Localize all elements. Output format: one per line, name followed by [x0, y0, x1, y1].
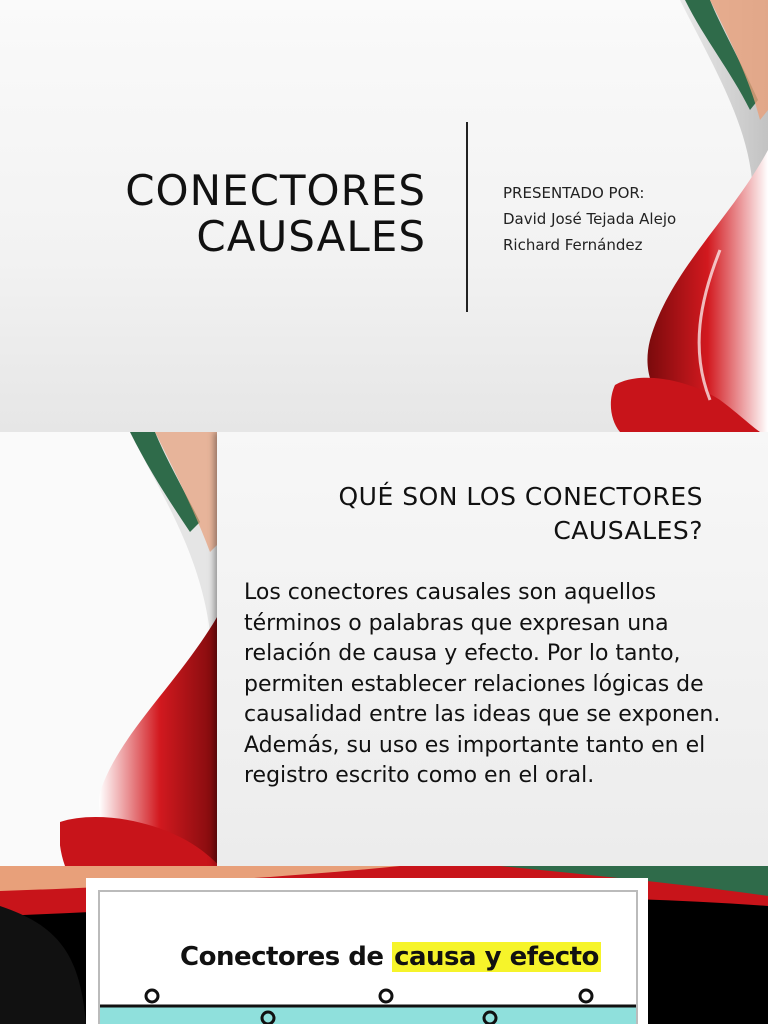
- content-panel: [217, 432, 768, 866]
- card-frame: [98, 890, 638, 1024]
- card-title: [180, 942, 601, 972]
- section-heading: [338, 480, 703, 548]
- presentation-title: [125, 168, 426, 260]
- heading-line-1: QUÉ SON LOS CONECTORES: [338, 482, 703, 511]
- title-line-2: CAUSALES: [196, 212, 426, 261]
- slide-cause-effect: [0, 866, 768, 1024]
- decorative-ribbon: [60, 432, 220, 866]
- presenter-name-1: David José Tejada Alejo: [503, 210, 677, 228]
- presenter-name-2: Richard Fernández: [503, 236, 643, 254]
- slide-definition: [0, 432, 768, 866]
- definition-paragraph: Los conectores causales son aquellos términos o palabras que expresan una relación de causa y efecto. Por lo tanto, permiten establecer relaciones lógicas de causalidad entre las ideas que se exponen. Además, su uso es importante tanto en el registro escrito como en el oral.: [244, 580, 721, 788]
- presented-by-label: PRESENTADO POR:: [503, 184, 645, 202]
- card-title-prefix: Conectores de: [180, 942, 384, 972]
- presenters-block: [503, 180, 676, 258]
- title-line-1: CONECTORES: [125, 166, 426, 215]
- card-title-highlight: causa y efecto: [394, 942, 599, 972]
- image-card: [86, 878, 648, 1024]
- slide-title: [0, 0, 768, 432]
- decorative-wave: [100, 984, 636, 1024]
- title-divider: [466, 122, 468, 312]
- heading-line-2: CAUSALES?: [553, 516, 703, 545]
